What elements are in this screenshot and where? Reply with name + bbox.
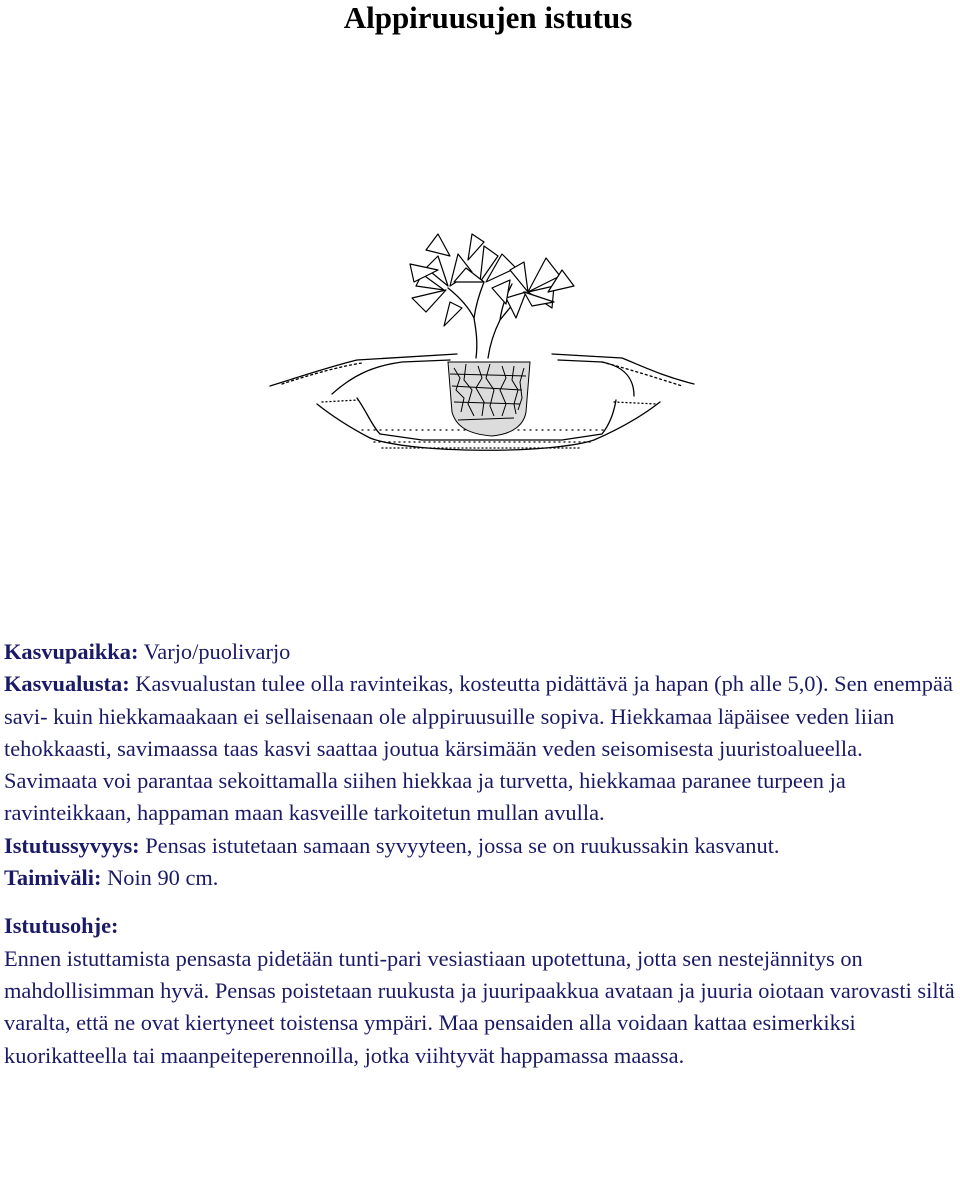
istutussyvyys-value: Pensas istutetaan samaan syvyyteen, jossa se on ruukussakin kasvanut. <box>145 832 780 858</box>
kasvupaikka-value: Varjo/puolivarjo <box>143 639 291 664</box>
taimivali-label: Taimiväli: <box>4 865 102 891</box>
istutusohje-label: Istutusohje: <box>4 913 119 939</box>
kasvualusta-label: Kasvualusta: <box>4 671 130 697</box>
page-title: Alppiruusujen istutus <box>343 0 633 35</box>
istutusohje-paragraph: Ennen istuttamista pensasta pidetään tunti-pari vesiastiaan upotettuna, jotta sen nestejännitys on mahdollisimman hyvä. Pensas poistetaan ruukusta ja juuripaakkua avataan ja juuria oiotaan varovasti siltä varalta, että ne ovat kiertyneet toistensa ympäri. Maa pensaiden alla voidaan kattaa esimerkiksi kuorikatteella tai maanpeiteperennoilla, jotka viihtyvät happamassa maassa. <box>4 945 955 1068</box>
kasvupaikka-paragraph <box>4 636 959 668</box>
description-text <box>4 636 959 1072</box>
kasvualusta-value: Kasvualustan tulee olla ravinteikas, kosteutta pidättävä ja hapan (ph alle 5,0). Sen enempää savi- kuin hiekkamaakaan ei sellaisenaan ole alppiruusuille sopiva. Hiekkamaa läpäisee veden liian tehokkaasti, savimaassa taas kasvi saattaa joutua kärsimään veden seisomisesta juuristoalueella. Savimaata voi parantaa sekoittamalla siihen hiekkaa ja turvetta, hiekkamaa paranee turpeen ja ravinteikkaan, happaman maan kasveille tarkoitetun mullan avulla. <box>4 671 953 826</box>
kasvualusta-paragraph <box>4 668 959 829</box>
istutussyvyys-paragraph <box>4 830 959 862</box>
taimivali-paragraph <box>4 862 959 894</box>
kasvupaikka-label: Kasvupaikka: <box>4 639 139 664</box>
rhododendron-planting-illustration <box>262 226 702 462</box>
istutusohje-heading <box>4 910 959 942</box>
istutussyvyys-label: Istutussyvyys: <box>4 832 140 858</box>
taimivali-value: Noin 90 cm. <box>107 865 219 891</box>
